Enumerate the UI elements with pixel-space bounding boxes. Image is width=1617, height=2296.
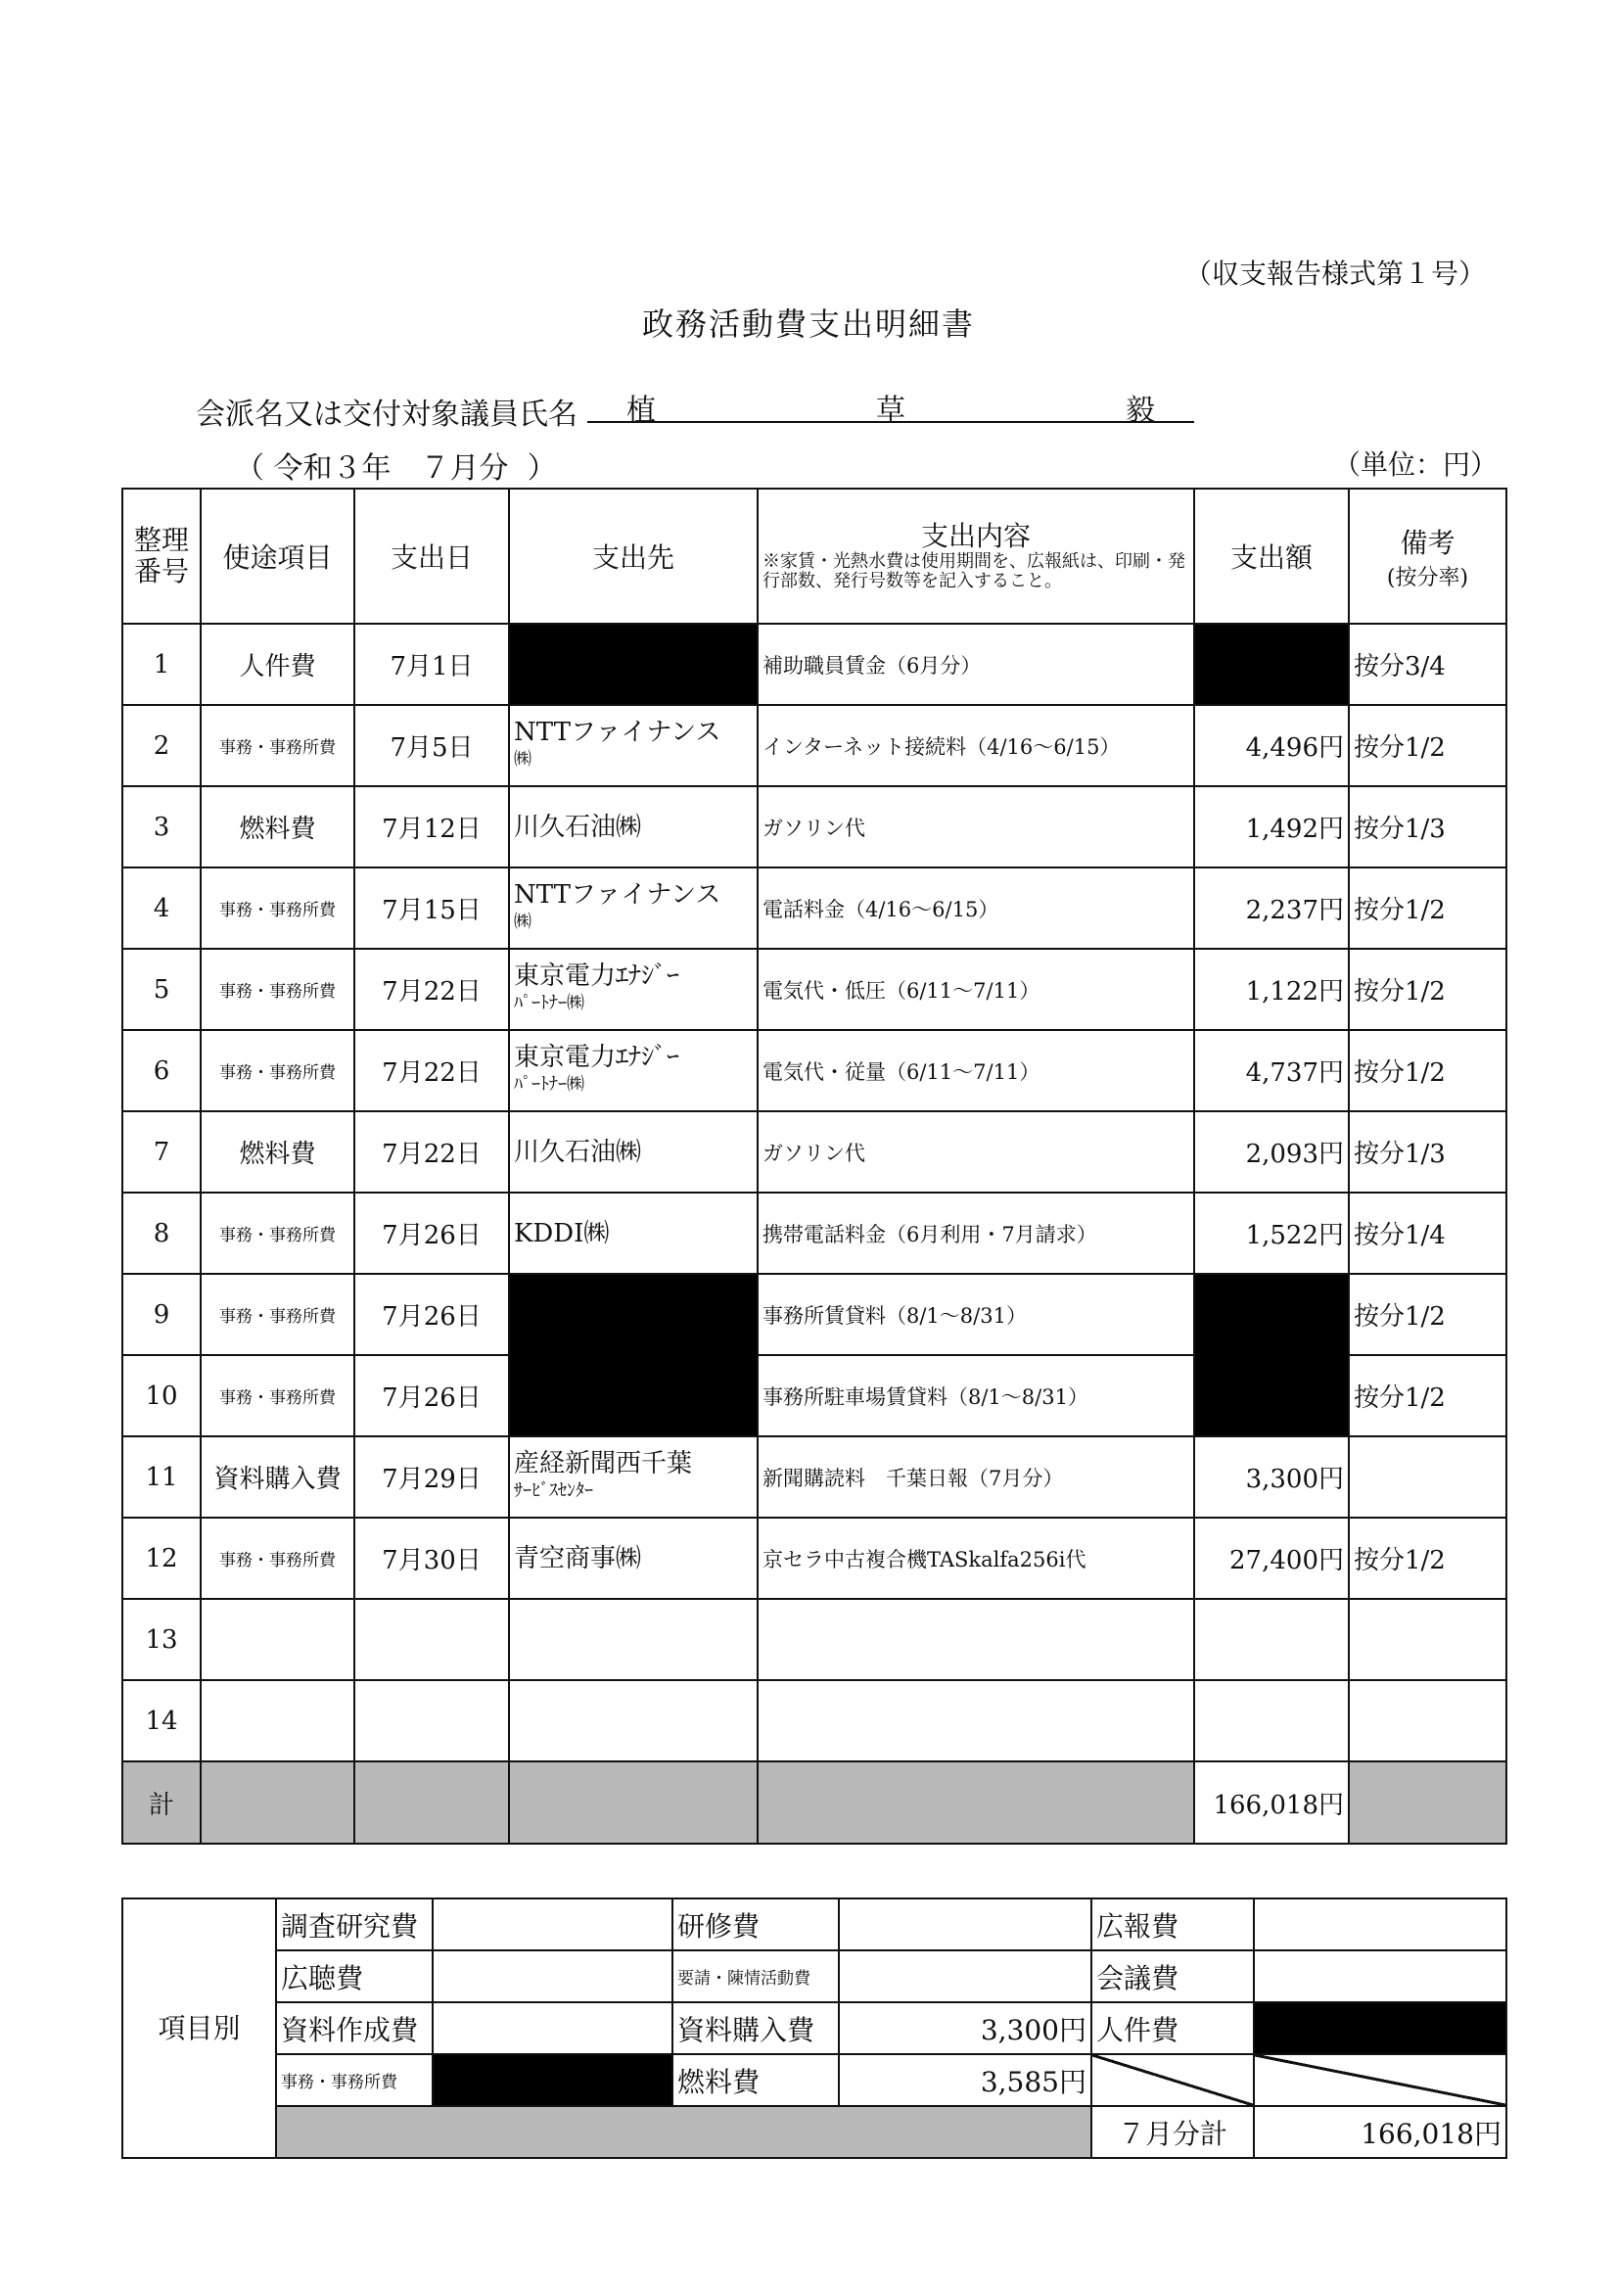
row-content: 事務所駐車場賃貸料（8/1～8/31） bbox=[758, 1355, 1194, 1436]
row-remarks bbox=[1349, 1599, 1506, 1680]
col-category: 使途項目 bbox=[201, 489, 354, 624]
row-amount-redacted bbox=[1194, 624, 1349, 705]
row-content: 電気代・従量（6/11～7/11） bbox=[758, 1030, 1194, 1111]
payee-line2: ﾊﾟｰﾄﾅｰ㈱ bbox=[514, 1073, 584, 1095]
summary-personnel-redacted bbox=[1254, 2002, 1506, 2054]
row-date: 7月15日 bbox=[354, 867, 509, 949]
unit-label: （単位：円） bbox=[1333, 448, 1499, 481]
summary-side-label: 項目別 bbox=[122, 1898, 276, 2158]
row-date: 7月5日 bbox=[354, 705, 509, 786]
summary-row bbox=[122, 1950, 1506, 2002]
payee-line2: ㈱ bbox=[514, 748, 531, 770]
row-payee bbox=[509, 1436, 758, 1518]
summary-petition-value bbox=[839, 1950, 1091, 2002]
row-content: 補助職員賃金（6月分） bbox=[758, 624, 1194, 705]
form-number: （収支報告様式第１号） bbox=[1184, 258, 1487, 290]
member-name-char-1: 植 bbox=[626, 394, 656, 428]
row-category: 事務・事務所費 bbox=[201, 705, 354, 786]
table-row bbox=[122, 705, 1506, 786]
table-row bbox=[122, 1274, 1506, 1355]
row-content: 電気代・低圧（6/11～7/11） bbox=[758, 949, 1194, 1030]
row-amount: 27,400円 bbox=[1194, 1518, 1349, 1599]
summary-personnel-label: 人件費 bbox=[1091, 2002, 1254, 2054]
summary-documents-label: 資料作成費 bbox=[276, 2002, 433, 2054]
table-row bbox=[122, 1518, 1506, 1599]
row-date: 7月22日 bbox=[354, 1111, 509, 1193]
row-no: 5 bbox=[122, 949, 201, 1030]
row-amount: 1,492円 bbox=[1194, 786, 1349, 867]
payee-line1: NTTファイナンス bbox=[514, 879, 721, 910]
row-payee bbox=[509, 1680, 758, 1761]
summary-gray-band bbox=[276, 2106, 1091, 2158]
row-category: 事務・事務所費 bbox=[201, 1518, 354, 1599]
table-header-row bbox=[122, 489, 1506, 624]
row-category: 事務・事務所費 bbox=[201, 949, 354, 1030]
row-amount: 4,737円 bbox=[1194, 1030, 1349, 1111]
summary-research-value bbox=[433, 1898, 672, 1950]
summary-petition-label: 要請・陳情活動費 bbox=[672, 1950, 839, 2002]
summary-pr-value bbox=[1254, 1898, 1506, 1950]
row-no: 12 bbox=[122, 1518, 201, 1599]
row-no: 7 bbox=[122, 1111, 201, 1193]
row-date bbox=[354, 1680, 509, 1761]
row-category bbox=[201, 1680, 354, 1761]
col-content-note: ※家賃・光熱水費は使用期間を、広報紙は、印刷・発行部数、発行号数等を記入すること。 bbox=[762, 551, 1185, 591]
row-payee: 青空商事㈱ bbox=[509, 1518, 758, 1599]
col-remarks bbox=[1349, 489, 1506, 624]
row-no: 9 bbox=[122, 1274, 201, 1355]
summary-office-label: 事務・事務所費 bbox=[276, 2054, 433, 2106]
row-content: 新聞購読料 千葉日報（7月分） bbox=[758, 1436, 1194, 1518]
summary-fuel-label: 燃料費 bbox=[672, 2054, 839, 2106]
summary-row bbox=[122, 1898, 1506, 1950]
summary-hearing-value bbox=[433, 1950, 672, 2002]
period-close: ） bbox=[527, 451, 557, 486]
row-remarks bbox=[1349, 1680, 1506, 1761]
total-gray-cell bbox=[509, 1761, 758, 1844]
row-no: 13 bbox=[122, 1599, 201, 1680]
total-gray-cell bbox=[1349, 1761, 1506, 1844]
row-category bbox=[201, 1599, 354, 1680]
row-date: 7月12日 bbox=[354, 786, 509, 867]
table-row bbox=[122, 1436, 1506, 1518]
col-remarks-sub: (按分率) bbox=[1386, 565, 1469, 590]
row-amount: 2,093円 bbox=[1194, 1111, 1349, 1193]
summary-pr-label: 広報費 bbox=[1091, 1898, 1254, 1950]
col-remarks-title: 備考 bbox=[1400, 526, 1455, 559]
row-date bbox=[354, 1599, 509, 1680]
row-no: 10 bbox=[122, 1355, 201, 1436]
row-no: 14 bbox=[122, 1680, 201, 1761]
row-date: 7月29日 bbox=[354, 1436, 509, 1518]
row-remarks: 按分1/2 bbox=[1349, 1274, 1506, 1355]
row-amount bbox=[1194, 1680, 1349, 1761]
row-remarks: 按分3/4 bbox=[1349, 624, 1506, 705]
row-payee: 川久石油㈱ bbox=[509, 1111, 758, 1193]
summary-purchase-label: 資料購入費 bbox=[672, 2002, 839, 2054]
summary-fuel-value: 3,585円 bbox=[839, 2054, 1091, 2106]
row-content: 事務所賃貸料（8/1～8/31） bbox=[758, 1274, 1194, 1355]
summary-month-total-value: 166,018円 bbox=[1254, 2106, 1506, 2158]
row-payee bbox=[509, 1599, 758, 1680]
table-row bbox=[122, 949, 1506, 1030]
summary-training-label: 研修費 bbox=[672, 1898, 839, 1950]
period-open: （ bbox=[235, 451, 264, 486]
summary-training-value bbox=[839, 1898, 1091, 1950]
summary-office-redacted bbox=[433, 2054, 672, 2106]
category-summary-table bbox=[121, 1898, 1507, 2159]
expense-table bbox=[121, 488, 1507, 1845]
payee-line1: 産経新聞西千葉 bbox=[514, 1448, 693, 1478]
row-payee bbox=[509, 1030, 758, 1111]
row-date: 7月22日 bbox=[354, 1030, 509, 1111]
payee-line2: ｻｰﾋﾞｽｾﾝﾀｰ bbox=[514, 1479, 593, 1501]
row-remarks bbox=[1349, 1436, 1506, 1518]
col-no: 整理番号 bbox=[122, 489, 201, 624]
row-remarks: 按分1/2 bbox=[1349, 949, 1506, 1030]
col-date: 支出日 bbox=[354, 489, 509, 624]
row-date: 7月1日 bbox=[354, 624, 509, 705]
row-category: 事務・事務所費 bbox=[201, 1355, 354, 1436]
col-content-title: 支出内容 bbox=[920, 520, 1031, 552]
row-payee bbox=[509, 705, 758, 786]
row-content: ガソリン代 bbox=[758, 786, 1194, 867]
row-category: 事務・事務所費 bbox=[201, 867, 354, 949]
row-date: 7月26日 bbox=[354, 1274, 509, 1355]
table-row bbox=[122, 1599, 1506, 1680]
row-payee: 川久石油㈱ bbox=[509, 786, 758, 867]
row-payee-redacted bbox=[509, 624, 758, 705]
row-content bbox=[758, 1680, 1194, 1761]
col-amount: 支出額 bbox=[1194, 489, 1349, 624]
summary-purchase-value: 3,300円 bbox=[839, 2002, 1091, 2054]
row-amount: 3,300円 bbox=[1194, 1436, 1349, 1518]
row-remarks: 按分1/2 bbox=[1349, 1030, 1506, 1111]
row-category: 人件費 bbox=[201, 624, 354, 705]
row-payee: KDDI㈱ bbox=[509, 1193, 758, 1274]
table-row bbox=[122, 1030, 1506, 1111]
summary-row bbox=[122, 2106, 1506, 2158]
row-remarks: 按分1/4 bbox=[1349, 1193, 1506, 1274]
row-content: ガソリン代 bbox=[758, 1111, 1194, 1193]
row-content: 電話料金（4/16～6/15） bbox=[758, 867, 1194, 949]
row-remarks: 按分1/3 bbox=[1349, 1111, 1506, 1193]
row-category: 資料購入費 bbox=[201, 1436, 354, 1518]
summary-blank-diagonal bbox=[1254, 2054, 1506, 2106]
table-row bbox=[122, 624, 1506, 705]
row-payee-redacted bbox=[509, 1274, 758, 1436]
table-row bbox=[122, 1193, 1506, 1274]
page-title: 政務活動費支出明細書 bbox=[641, 305, 975, 343]
row-no: 8 bbox=[122, 1193, 201, 1274]
col-content bbox=[758, 489, 1194, 624]
summary-blank-diagonal bbox=[1091, 2054, 1254, 2106]
row-content: 京セラ中古複合機TASkalfa256i代 bbox=[758, 1518, 1194, 1599]
summary-research-label: 調査研究費 bbox=[276, 1898, 433, 1950]
row-category: 事務・事務所費 bbox=[201, 1030, 354, 1111]
period-text: 令和３年 ７月分 bbox=[273, 451, 509, 486]
row-no: 4 bbox=[122, 867, 201, 949]
total-gray-cell bbox=[758, 1761, 1194, 1844]
row-category: 燃料費 bbox=[201, 1111, 354, 1193]
row-remarks: 按分1/2 bbox=[1349, 1518, 1506, 1599]
row-category: 燃料費 bbox=[201, 786, 354, 867]
total-gray-cell bbox=[201, 1761, 354, 1844]
row-remarks: 按分1/2 bbox=[1349, 705, 1506, 786]
row-category: 事務・事務所費 bbox=[201, 1193, 354, 1274]
summary-row bbox=[122, 2002, 1506, 2054]
row-category: 事務・事務所費 bbox=[201, 1274, 354, 1355]
total-amount: 166,018円 bbox=[1194, 1761, 1349, 1844]
party-label: 会派名又は交付対象議員氏名 bbox=[196, 398, 578, 432]
row-no: 6 bbox=[122, 1030, 201, 1111]
row-no: 2 bbox=[122, 705, 201, 786]
row-remarks: 按分1/3 bbox=[1349, 786, 1506, 867]
row-amount: 2,237円 bbox=[1194, 867, 1349, 949]
summary-documents-value bbox=[433, 2002, 672, 2054]
row-date: 7月22日 bbox=[354, 949, 509, 1030]
row-content: 携帯電話料金（6月利用・7月請求） bbox=[758, 1193, 1194, 1274]
col-payee: 支出先 bbox=[509, 489, 758, 624]
row-payee bbox=[509, 867, 758, 949]
table-row bbox=[122, 1111, 1506, 1193]
payee-line2: ㈱ bbox=[514, 911, 531, 932]
summary-hearing-label: 広聴費 bbox=[276, 1950, 433, 2002]
row-amount bbox=[1194, 1599, 1349, 1680]
total-gray-cell bbox=[354, 1761, 509, 1844]
row-content bbox=[758, 1599, 1194, 1680]
table-row bbox=[122, 786, 1506, 867]
row-content: インターネット接続料（4/16～6/15） bbox=[758, 705, 1194, 786]
summary-meeting-label: 会議費 bbox=[1091, 1950, 1254, 2002]
row-no: 1 bbox=[122, 624, 201, 705]
row-no: 3 bbox=[122, 786, 201, 867]
row-remarks: 按分1/2 bbox=[1349, 867, 1506, 949]
row-date: 7月30日 bbox=[354, 1518, 509, 1599]
row-amount: 1,122円 bbox=[1194, 949, 1349, 1030]
period bbox=[235, 444, 557, 487]
row-amount-redacted bbox=[1194, 1274, 1349, 1436]
payee-line1: 東京電力ｴﾅｼﾞｰ bbox=[514, 1042, 680, 1072]
summary-month-total-label: ７月分計 bbox=[1091, 2106, 1254, 2158]
member-name-char-2: 草 bbox=[876, 394, 905, 428]
row-no: 11 bbox=[122, 1436, 201, 1518]
total-label: 計 bbox=[122, 1761, 201, 1844]
payee-line2: ﾊﾟｰﾄﾅｰ㈱ bbox=[514, 992, 584, 1013]
row-date: 7月26日 bbox=[354, 1193, 509, 1274]
total-row bbox=[122, 1761, 1506, 1844]
row-amount: 4,496円 bbox=[1194, 705, 1349, 786]
table-row bbox=[122, 867, 1506, 949]
payee-line1: 東京電力ｴﾅｼﾞｰ bbox=[514, 961, 680, 991]
row-date: 7月26日 bbox=[354, 1355, 509, 1436]
summary-row bbox=[122, 2054, 1506, 2106]
member-name-char-3: 毅 bbox=[1126, 394, 1155, 428]
payee-line1: NTTファイナンス bbox=[514, 717, 721, 747]
summary-meeting-value bbox=[1254, 1950, 1506, 2002]
row-amount: 1,522円 bbox=[1194, 1193, 1349, 1274]
member-name bbox=[587, 386, 1194, 428]
table-row bbox=[122, 1680, 1506, 1761]
row-payee bbox=[509, 949, 758, 1030]
row-remarks: 按分1/2 bbox=[1349, 1355, 1506, 1436]
